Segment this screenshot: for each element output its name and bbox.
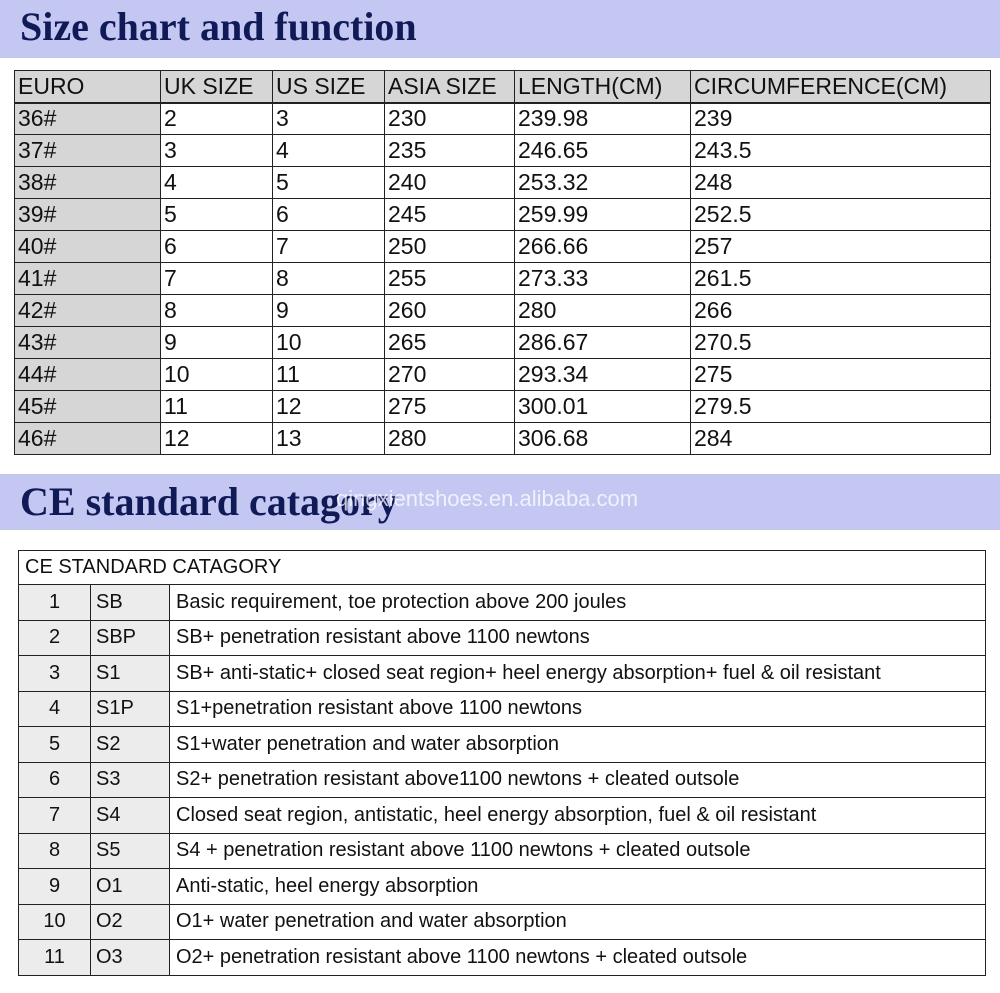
table-cell: 252.5 [691, 199, 991, 231]
category-description: S1+penetration resistant above 1100 newtons [170, 691, 986, 727]
column-header: CIRCUMFERENCE(CM) [691, 71, 991, 103]
category-number: 3 [19, 656, 91, 692]
category-number: 2 [19, 620, 91, 656]
category-code: S1P [91, 691, 170, 727]
watermark-text: qingxientshoes.en.alibaba.com [336, 486, 639, 511]
ce-table-caption-row [19, 551, 986, 585]
table-cell: 260 [385, 295, 515, 327]
table-row [15, 263, 991, 295]
list-item [19, 691, 986, 727]
table-cell: 293.34 [515, 359, 691, 391]
table-cell: 3 [161, 135, 273, 167]
list-item [19, 798, 986, 834]
table-cell: 239.98 [515, 103, 691, 135]
category-description: Anti-static, heel energy absorption [170, 869, 986, 905]
table-cell: 266 [691, 295, 991, 327]
list-item [19, 727, 986, 763]
table-row [15, 327, 991, 359]
table-cell: 42# [15, 295, 161, 327]
table-cell: 239 [691, 103, 991, 135]
column-header: LENGTH(CM) [515, 71, 691, 103]
category-description: O1+ water penetration and water absorption [170, 904, 986, 940]
table-row [15, 359, 991, 391]
list-item [19, 656, 986, 692]
table-row [15, 135, 991, 167]
table-cell: 270 [385, 359, 515, 391]
table-cell: 243.5 [691, 135, 991, 167]
category-code: O2 [91, 904, 170, 940]
table-row [15, 391, 991, 423]
table-cell: 6 [161, 231, 273, 263]
category-code: O1 [91, 869, 170, 905]
list-item [19, 620, 986, 656]
ce-table-caption: CE STANDARD CATAGORY [19, 551, 986, 585]
table-cell: 38# [15, 167, 161, 199]
table-row [15, 199, 991, 231]
table-cell: 10 [273, 327, 385, 359]
table-cell: 41# [15, 263, 161, 295]
table-cell: 259.99 [515, 199, 691, 231]
category-description: O2+ penetration resistant above 1100 newtons + cleated outsole [170, 940, 986, 976]
table-cell: 253.32 [515, 167, 691, 199]
ce-standard-table [18, 550, 986, 976]
category-code: S3 [91, 762, 170, 798]
category-code: O3 [91, 940, 170, 976]
table-cell: 7 [161, 263, 273, 295]
table-cell: 45# [15, 391, 161, 423]
table-cell: 13 [273, 423, 385, 455]
table-cell: 11 [273, 359, 385, 391]
category-number: 10 [19, 904, 91, 940]
table-row [15, 103, 991, 135]
table-cell: 5 [161, 199, 273, 231]
size-chart-table [14, 70, 991, 455]
category-number: 8 [19, 833, 91, 869]
table-row [15, 167, 991, 199]
table-cell: 265 [385, 327, 515, 359]
category-number: 6 [19, 762, 91, 798]
category-number: 1 [19, 585, 91, 621]
category-description: S2+ penetration resistant above1100 newtons + cleated outsole [170, 762, 986, 798]
table-cell: 246.65 [515, 135, 691, 167]
table-cell: 248 [691, 167, 991, 199]
table-cell: 280 [385, 423, 515, 455]
table-cell: 8 [273, 263, 385, 295]
category-description: SB+ penetration resistant above 1100 newtons [170, 620, 986, 656]
table-cell: 306.68 [515, 423, 691, 455]
table-cell: 261.5 [691, 263, 991, 295]
list-item [19, 869, 986, 905]
category-number: 4 [19, 691, 91, 727]
table-cell: 240 [385, 167, 515, 199]
table-cell: 39# [15, 199, 161, 231]
list-item [19, 833, 986, 869]
size-table-header-row [15, 71, 991, 103]
table-cell: 9 [161, 327, 273, 359]
column-header: EURO [15, 71, 161, 103]
category-description: Basic requirement, toe protection above 200 joules [170, 585, 986, 621]
table-cell: 4 [273, 135, 385, 167]
category-description: Closed seat region, antistatic, heel energy absorption, fuel & oil resistant [170, 798, 986, 834]
category-description: S4 + penetration resistant above 1100 newtons + cleated outsole [170, 833, 986, 869]
table-cell: 255 [385, 263, 515, 295]
table-cell: 257 [691, 231, 991, 263]
category-description: SB+ anti-static+ closed seat region+ heel energy absorption+ fuel & oil resistant [170, 656, 986, 692]
table-cell: 279.5 [691, 391, 991, 423]
table-cell: 44# [15, 359, 161, 391]
column-header: UK SIZE [161, 71, 273, 103]
size-chart-title: Size chart and function [0, 0, 1000, 58]
list-item [19, 585, 986, 621]
category-number: 5 [19, 727, 91, 763]
table-cell: 5 [273, 167, 385, 199]
category-code: S1 [91, 656, 170, 692]
table-cell: 46# [15, 423, 161, 455]
category-code: SB [91, 585, 170, 621]
list-item [19, 762, 986, 798]
table-row [15, 231, 991, 263]
table-cell: 250 [385, 231, 515, 263]
table-cell: 284 [691, 423, 991, 455]
table-cell: 2 [161, 103, 273, 135]
table-cell: 266.66 [515, 231, 691, 263]
table-cell: 9 [273, 295, 385, 327]
table-cell: 6 [273, 199, 385, 231]
category-description: S1+water penetration and water absorption [170, 727, 986, 763]
category-code: S5 [91, 833, 170, 869]
category-number: 11 [19, 940, 91, 976]
list-item [19, 940, 986, 976]
category-number: 9 [19, 869, 91, 905]
table-cell: 275 [691, 359, 991, 391]
table-cell: 10 [161, 359, 273, 391]
table-cell: 8 [161, 295, 273, 327]
table-cell: 230 [385, 103, 515, 135]
category-number: 7 [19, 798, 91, 834]
category-code: S2 [91, 727, 170, 763]
column-header: US SIZE [273, 71, 385, 103]
table-cell: 12 [161, 423, 273, 455]
table-cell: 273.33 [515, 263, 691, 295]
table-cell: 300.01 [515, 391, 691, 423]
table-cell: 286.67 [515, 327, 691, 359]
category-code: SBP [91, 620, 170, 656]
table-cell: 245 [385, 199, 515, 231]
list-item [19, 904, 986, 940]
table-cell: 40# [15, 231, 161, 263]
table-cell: 275 [385, 391, 515, 423]
table-cell: 270.5 [691, 327, 991, 359]
table-cell: 12 [273, 391, 385, 423]
column-header: ASIA SIZE [385, 71, 515, 103]
table-cell: 3 [273, 103, 385, 135]
table-cell: 235 [385, 135, 515, 167]
table-cell: 7 [273, 231, 385, 263]
table-row [15, 423, 991, 455]
category-code: S4 [91, 798, 170, 834]
table-cell: 4 [161, 167, 273, 199]
table-cell: 36# [15, 103, 161, 135]
table-cell: 43# [15, 327, 161, 359]
table-cell: 280 [515, 295, 691, 327]
table-cell: 37# [15, 135, 161, 167]
ce-standard-title: CE standard catagory [0, 474, 1000, 530]
table-row [15, 295, 991, 327]
table-cell: 11 [161, 391, 273, 423]
